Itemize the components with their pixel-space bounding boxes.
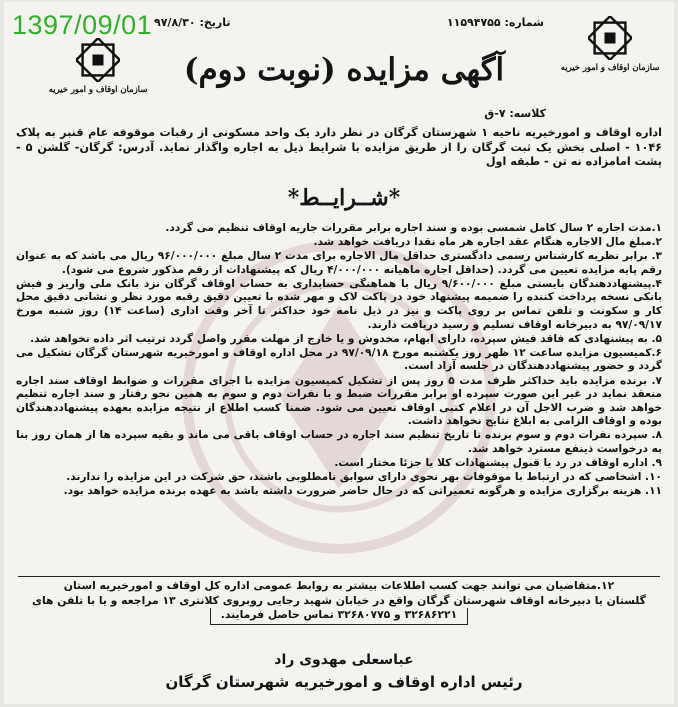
date-stamp: 1397/09/01 (12, 10, 153, 40)
org-logo-left (42, 38, 154, 94)
contact-line: ۱۲.متقاضیان می توانند جهت کسب اطلاعات بیشتر به روابط عمومی اداره کل اوقاف و امورخیریه استان (63, 579, 615, 592)
condition-item: ۱۰. اشخاصی که در ارتباط با موقوفات بهر نحوی دارای سوابق نامطلوبی باشند، حق شرکت در این مزایده را ندارند. (66, 471, 662, 484)
condition-item: ۸. سپرده نفرات دوم و سوم برنده تا تاریخ تنظیم سند اجاره در حساب اوقاف باقی می ماند و بقیه سپرده ها از همان روز بنا به درخواست ذینفع مسترد خواهد شد. (16, 429, 662, 455)
condition-item: ۱.مدت اجاره ۲ سال کامل شمسی بوده و سند اجاره برابر مقررات جاریه اوقاف تنظیم می گردد. (165, 222, 662, 234)
condition-item: ۷. برنده مزایده باید حداکثر ظرف مدت ۵ روز پس از تشکیل کمیسیون مزایده با اجرای مقررات و ضوابط اوقاف سند اجاره منعقد نماید در غیر این صورت سپرده او برابر مقررات ضبط و با نفرات دوم و سوم به همین نحو رفتار و سند اجاره تنظیم خواهد شد و ضرب الاجل آن در اعلام کتبی اوقاف تعیین می شود. ضمنا کسب اطلاع از نتیجه مزایده بعهده پیشنهاددهندگان بوده و اوقاف الزامی به ابلاغ نتایج نخواهد داشت. (16, 374, 662, 428)
condition-item: ۳. برابر نظریه کارشناس رسمی دادگستری حداقل مال الاجاره برای مدت ۲ سال مبلغ ۹۶/۰۰۰/۰۰۰ ریال می باشد که به عنوان رقم پایه مزایده تعیین می گردد. (حداقل اجاره ماهیانه ۴/۰۰۰/۰۰۰ ریال که پیشنهادات از رقم مذکور شروع می شود). (16, 250, 662, 276)
condition-item: ۶.کمیسیون مزایده ساعت ۱۲ ظهر روز یکشنبه مورخ ۹۷/۰۹/۱۸ در محل اداره اوقاف و امورخیریه شهرستان گرگان تشکیل می گردد و حضور پیشنهاددهندگان در جلسه آزاد است. (16, 346, 662, 373)
signer-name: عباسعلی مهدوی راد (274, 652, 414, 668)
org-logo-right (554, 16, 666, 72)
contact-line: گلستان یا دبیرخانه اوقاف شهرستان گرگان واقع در خیابان شهید رجایی روبروی کلانتری ۱۳ مراجعه و یا با تلفن های (32, 593, 646, 607)
condition-item: ۵. به پیشنهادی که فاقد فیش سپرده، دارای ابهام، مخدوش و یا خارج از مهلت مقرر واصل گردد ترتیب اثر داده نخواهد شد. (30, 332, 662, 345)
contact-box (18, 576, 660, 625)
condition-item: ۱۱. هزینه برگزاری مزایده و هرگونه تعمیراتی که در حال حاضر ضرورت داشته باشد به عهده برنده مزایده خواهد بود. (63, 485, 662, 498)
waqf-emblem-icon (588, 16, 632, 60)
conditions-list (16, 222, 662, 499)
condition-item: ۲.مبلغ مال الاجاره هنگام عقد اجاره هر ماه نقدا دریافت خواهد شد. (313, 236, 662, 249)
condition-item: ۴.پیشنهاددهندگان بایستی مبلغ ۹/۶۰۰/۰۰۰ ریال با هماهنگی حسابداری به حساب اوقاف گرگان نزد بانک ملی واریز و فیش بانکی نسخه پرداخت کننده را ضمیمه پیشنهاد خود در پاکت لاک و مهر شده با تعیین دقیق رقبه مورد نظر و نشانی دقیق محل کار و سکونت و تلفن تماس بر روی پاکت و نیز در ذیل نامه خود حداکثر تا آخر وقت اداری (ساعت ۱۴) روز شنبه مورخ ۹۷/۰۹/۱۷ به دبیرخانه اوقاف تسلیم و رسید دریافت دارند. (16, 277, 663, 331)
advertisement-page (4, 2, 674, 704)
file-class: کلاسه: ۷-ق (484, 107, 546, 120)
page-title: آگهی مزایده (نوبت دوم) (183, 52, 505, 88)
org-logo-text: سازمان اوقاف و امور خیریه (560, 62, 660, 72)
signer-role: رئیس اداره اوقاف و امورخیریه شهرستان گرگان (165, 673, 523, 691)
signature-block (154, 650, 534, 694)
org-logo-text: سازمان اوقاف و امور خیریه (48, 84, 148, 94)
letter-number: شماره: ۱۱۵۹۴۷۵۵ (446, 16, 544, 29)
conditions-heading: *شــرایــط* (287, 185, 401, 211)
intro-paragraph: اداره اوقاف و امورخیریه ناحیه ۱ شهرستان گرگان در نظر دارد یک واحد مسکونی از رقبات موقوفه عام قنبر به پلاک ۱۰۴۶ - اصلی بخش یک ثبت گرگان را از طریق مزایده با شرایط ذیل به اجاره واگذار نماید. آدرس: گرگان- گلشن ۵ - پشت امامزاده نه تن - طبقه اول (16, 126, 662, 169)
letter-date: تاریخ: ۹۷/۸/۳۰ (154, 16, 231, 29)
contact-phones: ۳۲۶۸۶۲۲۱ و ۳۲۶۸۰۷۷۵ تماس حاصل فرمایند. (210, 608, 468, 625)
condition-item: ۹. اداره اوقاف در رد یا قبول پیشنهادات کلا یا جزئا مختار است. (334, 457, 662, 470)
waqf-emblem-icon (76, 38, 120, 82)
